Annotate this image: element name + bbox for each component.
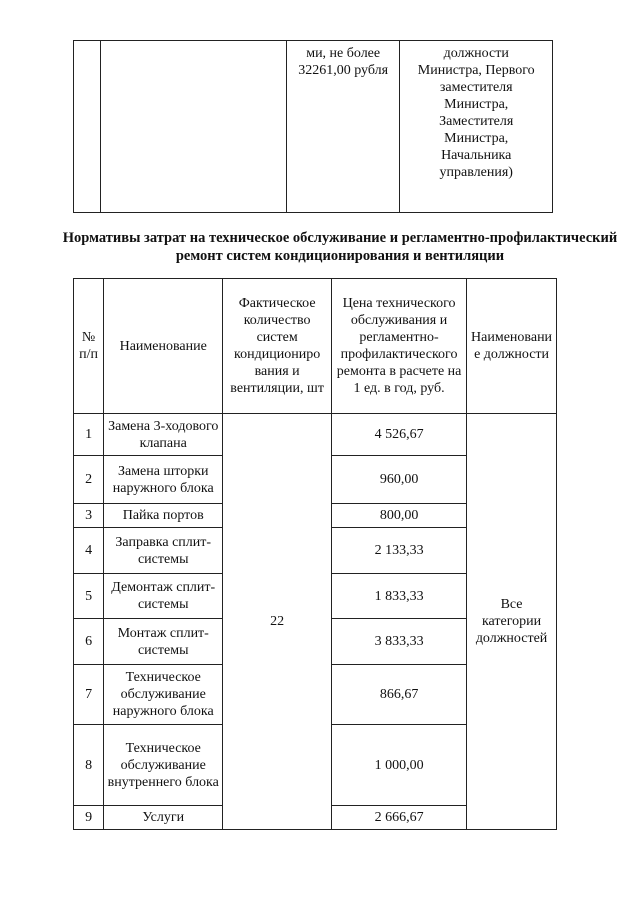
row-num: 4	[74, 528, 104, 574]
row-name: Техническое обслуживание внутреннего блока	[104, 725, 223, 806]
header-name: Наименование	[104, 279, 223, 414]
row-num: 5	[74, 574, 104, 619]
position-cell: должности Министра, Первого заместителя Министра, Заместителя Министра, Начальника управления)	[400, 41, 553, 213]
row-num: 9	[74, 806, 104, 830]
row-name: Демонтаж сплит-системы	[104, 574, 223, 619]
row-price: 2 133,33	[332, 528, 467, 574]
table-header-row	[74, 279, 557, 414]
row-name: Пайка портов	[104, 504, 223, 528]
row-num: 7	[74, 665, 104, 725]
top-continuation-table	[73, 40, 553, 213]
row-num: 2	[74, 456, 104, 504]
row-num: 1	[74, 414, 104, 456]
row-price: 866,67	[332, 665, 467, 725]
row-price: 3 833,33	[332, 619, 467, 665]
row-name: Заправка сплит-системы	[104, 528, 223, 574]
row-num: 8	[74, 725, 104, 806]
row-price: 1 000,00	[332, 725, 467, 806]
row-name: Замена шторки наружного блока	[104, 456, 223, 504]
row-price: 960,00	[332, 456, 467, 504]
position-value-cell: Все категории должностей	[467, 414, 557, 830]
row-price: 4 526,67	[332, 414, 467, 456]
row-price: 2 666,67	[332, 806, 467, 830]
row-num: 6	[74, 619, 104, 665]
row-name: Услуги	[104, 806, 223, 830]
header-price: Цена технического обслуживания и регламентно-профилактического ремонта в расчете на 1 ед. в год, руб.	[332, 279, 467, 414]
name-cell	[100, 41, 286, 213]
table-row	[74, 41, 553, 213]
section-heading: Нормативы затрат на техническое обслуживание и регламентно-профилактический ремонт систем кондиционирования и вентиляции	[62, 230, 618, 264]
header-position: Наименовани е должности	[467, 279, 557, 414]
header-num: № п/п	[74, 279, 104, 414]
table-row	[74, 414, 557, 456]
row-num: 3	[74, 504, 104, 528]
num-cell	[74, 41, 101, 213]
header-qty: Фактическое количество систем кондициониро вания и вентиляции, шт	[223, 279, 332, 414]
row-name: Замена 3-ходового клапана	[104, 414, 223, 456]
price-cell: ми, не более 32261,00 рубля	[286, 41, 400, 213]
ac-maintenance-table	[73, 278, 557, 830]
row-price: 1 833,33	[332, 574, 467, 619]
row-name: Техническое обслуживание наружного блока	[104, 665, 223, 725]
qty-value-cell: 22	[223, 414, 332, 830]
row-name: Монтаж сплит-системы	[104, 619, 223, 665]
row-price: 800,00	[332, 504, 467, 528]
